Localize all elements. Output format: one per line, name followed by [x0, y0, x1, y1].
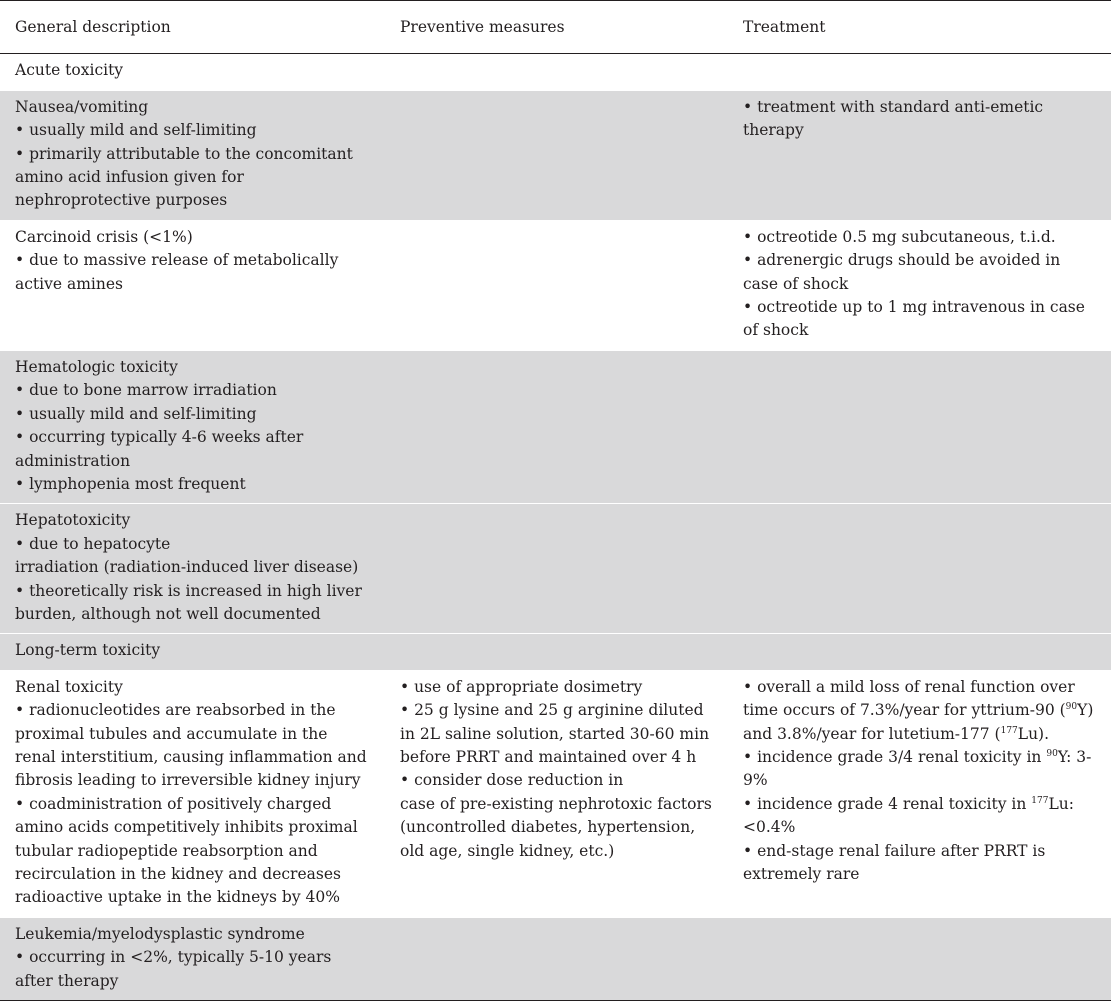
table-row-carcinoid	[0, 220, 1111, 350]
bullet: • theoretically risk is increased in high liver burden, although not well documented	[15, 581, 362, 623]
bullet: • incidence grade 3/4 renal toxicity in $^{90}$Y: 3-9%	[743, 747, 1092, 790]
section-label-acute: Acute toxicity	[0, 54, 385, 90]
header-treatment: Treatment	[728, 1, 1111, 54]
bullet: • radionucleotides are reabsorbed in the proximal tubules and accumulate in the renal interstitium, causing inflammation and fibrosis leading to irreversible kidney injury	[15, 701, 367, 790]
table-row-nausea	[0, 90, 1111, 220]
table-row-hematologic	[0, 350, 1111, 503]
bullet: • 25 g lysine and 25 g arginine diluted in 2L saline solution, started 30-60 min before PRRT and maintained over 4 h	[400, 701, 710, 766]
bullet: • octreotide 0.5 mg subcutaneous, t.i.d.	[743, 227, 1056, 246]
row-title: Carcinoid crisis (<1%)	[15, 227, 193, 246]
bullet-continuation: case of pre-existing nephrotoxic factors (uncontrolled diabetes, hypertension, old age, single kidney, etc.)	[400, 794, 712, 860]
cell-hepatotoxicity-description	[0, 504, 385, 634]
bullet: • due to massive release of metabolically active amines	[15, 251, 339, 293]
cell-renal-treatment	[728, 670, 1111, 917]
cell-nausea-treatment	[728, 90, 1111, 220]
bullet: • coadministration of positively charged amino acids competitively inhibits proximal tubular radiopeptide reabsorption and recirculation in the kidney and decreases radioactive uptake in the kidneys by 40%	[15, 794, 358, 907]
bullet: • usually mild and self-limiting	[15, 404, 257, 423]
bullet-continuation: irradiation (radiation-induced liver disease)	[15, 558, 359, 577]
cell-hematologic-description	[0, 350, 385, 503]
table-row-renal	[0, 670, 1111, 917]
bullet: • lymphopenia most frequent	[15, 474, 246, 493]
bullet: • octreotide up to 1 mg intravenous in case of shock	[743, 298, 1085, 340]
cell-carcinoid-prevention	[385, 220, 728, 350]
bullet: • occurring typically 4-6 weeks after administration	[15, 428, 304, 470]
bullet: • overall a mild loss of renal function over time occurs of 7.3%/year for yttrium-90 ($^{90}$Y) and 3.8%/year for lutetium-177 ($^{177}$Lu).	[743, 677, 1094, 743]
cell-nausea-prevention	[385, 90, 728, 220]
bullet: • treatment with standard anti-emetic therapy	[743, 97, 1044, 140]
cell-renal-prevention	[385, 670, 728, 917]
bullet: • end-stage renal failure after PRRT is extremely rare	[743, 841, 1046, 883]
bullet: • consider dose reduction in	[400, 771, 624, 790]
row-title: Renal toxicity	[15, 677, 123, 696]
header-row	[0, 1, 1111, 54]
section-row-longterm	[0, 634, 1111, 670]
bullet: • incidence grade 4 renal toxicity in $^{177}$Lu: <0.4%	[743, 794, 1074, 837]
bullet: • due to bone marrow irradiation	[15, 381, 277, 400]
header-preventive-measures: Preventive measures	[385, 1, 728, 54]
table-row-leukemia	[0, 917, 1111, 1000]
cell-carcinoid-description	[0, 220, 385, 350]
row-title: Hematologic toxicity	[15, 357, 178, 376]
row-title: Leukemia/myelodysplastic syndrome	[15, 924, 305, 943]
bullet: • usually mild and self-limiting	[15, 121, 257, 140]
bullet: • occurring in <2%, typically 5-10 years after therapy	[15, 948, 332, 990]
section-label-longterm: Long-term toxicity	[0, 634, 385, 670]
bullet: • due to hepatocyte	[15, 534, 171, 553]
section-row-acute	[0, 54, 1111, 90]
row-title: Nausea/vomiting	[15, 97, 149, 116]
bullet: • use of appropriate dosimetry	[400, 677, 643, 696]
row-title: Hepatotoxicity	[15, 511, 131, 530]
bullet: • primarily attributable to the concomitant amino acid infusion given for nephroprotective purposes	[15, 144, 353, 210]
cell-carcinoid-treatment	[728, 220, 1111, 350]
cell-nausea-description	[0, 90, 385, 220]
bullet: • adrenergic drugs should be avoided in case of shock	[743, 251, 1061, 293]
cell-leukemia-description	[0, 917, 385, 1000]
cell-renal-description	[0, 670, 385, 917]
header-general-description: General description	[0, 1, 385, 54]
table-row-hepatotoxicity	[0, 504, 1111, 634]
